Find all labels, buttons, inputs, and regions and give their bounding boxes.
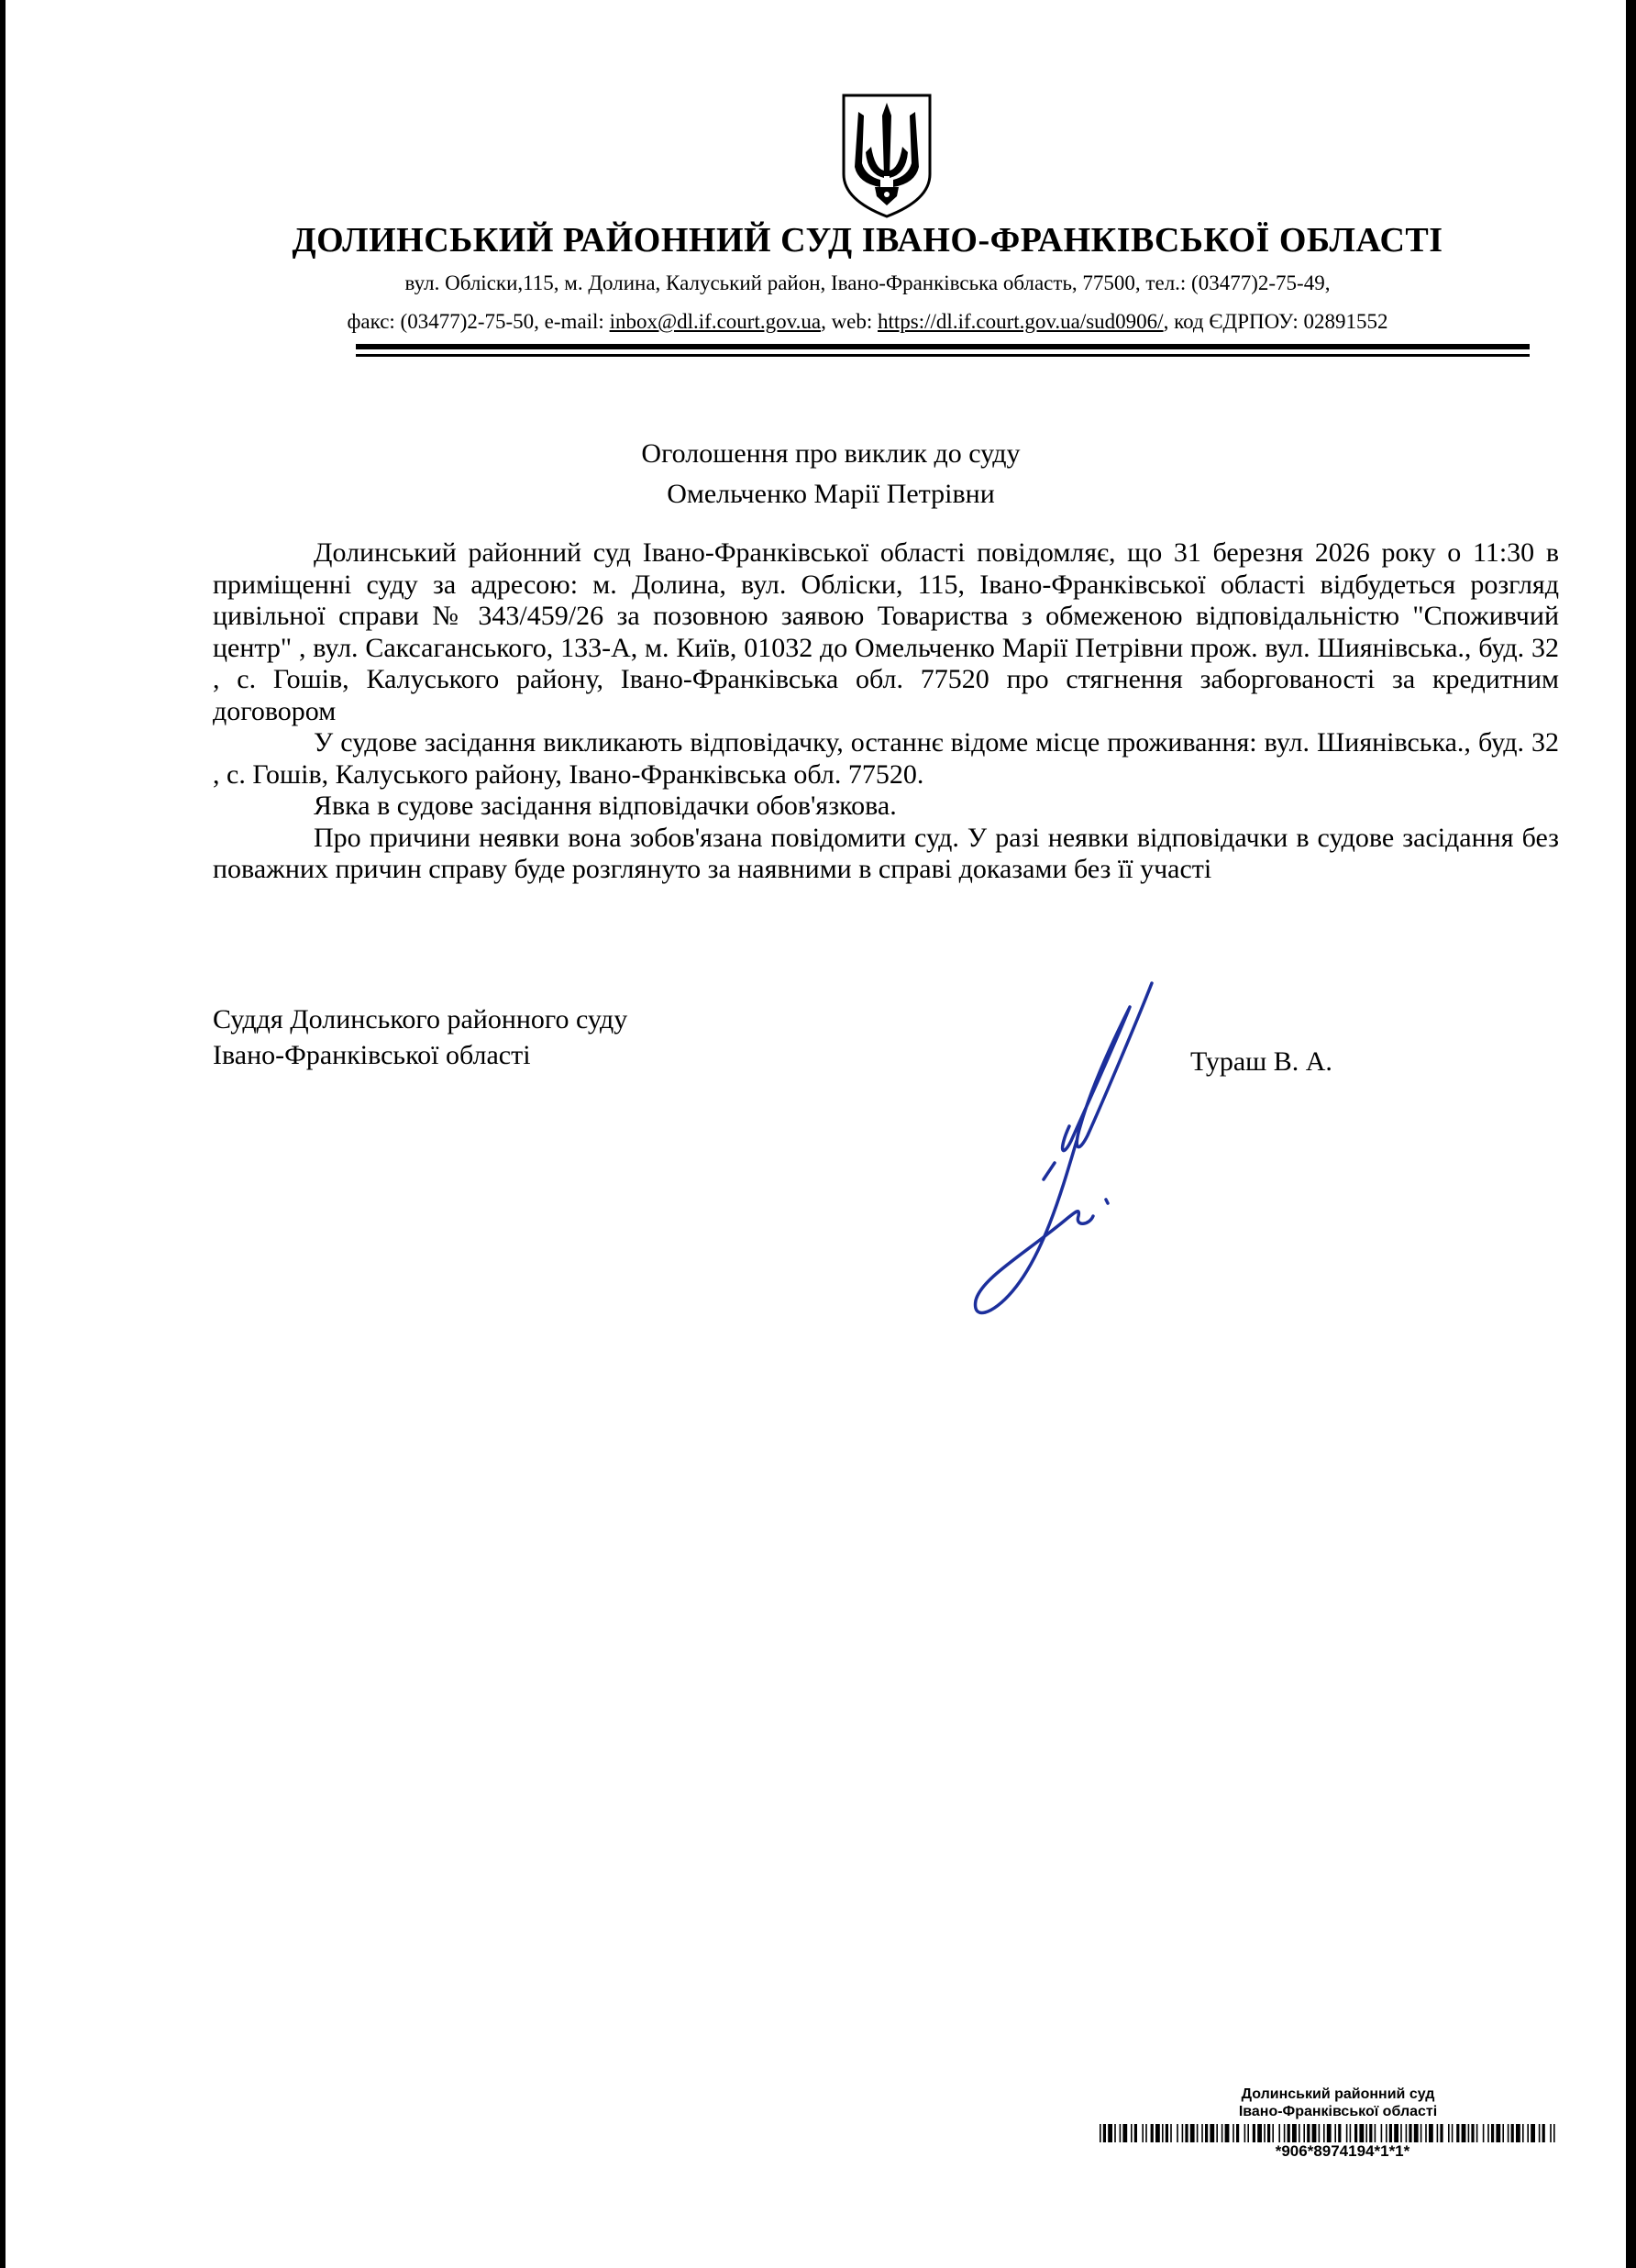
barcode-bar xyxy=(1487,2124,1489,2142)
barcode-bar xyxy=(1476,2124,1478,2142)
barcode-bar xyxy=(1134,2124,1137,2142)
paragraph-attendance: Явка в судове засідання відповідачки обов'язкова. xyxy=(314,791,897,821)
judge-position-line1: Суддя Долинського районного суду xyxy=(213,1004,628,1034)
barcode-bar xyxy=(1375,2124,1376,2142)
barcode-bar xyxy=(1496,2124,1500,2142)
barcode-bar xyxy=(1429,2124,1433,2142)
barcode-bar xyxy=(1483,2124,1485,2142)
barcode-bar xyxy=(1100,2124,1101,2142)
barcode-bar xyxy=(1527,2124,1529,2142)
barcode-bar xyxy=(1170,2124,1172,2142)
barcode-bar xyxy=(1491,2124,1494,2142)
barcode-bar xyxy=(1425,2124,1427,2142)
barcode-bar xyxy=(1389,2124,1392,2142)
barcode-bar xyxy=(1292,2124,1297,2142)
barcode-bar xyxy=(1216,2124,1218,2142)
barcode-bar xyxy=(1456,2124,1459,2142)
barcode-bar xyxy=(1185,2124,1188,2142)
barcode-bar xyxy=(1244,2124,1246,2142)
barcode-bar xyxy=(1550,2124,1552,2142)
barcode-bar xyxy=(1319,2124,1321,2142)
barcode-bar xyxy=(1471,2124,1474,2142)
barcode-bar xyxy=(1327,2124,1332,2142)
barcode-bar xyxy=(1162,2124,1164,2142)
barcode-bar xyxy=(1365,2124,1367,2142)
barcode-bar xyxy=(1312,2124,1317,2142)
barcode-bar xyxy=(1142,2124,1144,2142)
barcode-icon xyxy=(1100,2124,1558,2142)
barcode-bar xyxy=(1462,2124,1466,2142)
barcode-bar xyxy=(1511,2124,1514,2142)
barcode-bar xyxy=(1437,2124,1439,2142)
paragraph-summons: У судове засідання викликають відповідачку, останнє відоме місце проживання: вул. Шиянівська., буд. 32 , с. Гошів, Калуського району, Івано-Франківська обл. 77520. xyxy=(213,727,1559,790)
barcode-bar xyxy=(1221,2124,1223,2142)
judge-position xyxy=(213,1001,627,1073)
barcode-bar xyxy=(1278,2124,1280,2142)
barcode-bar xyxy=(1236,2124,1239,2142)
barcode-bar xyxy=(1359,2124,1364,2142)
barcode-bar xyxy=(1539,2124,1541,2142)
barcode-bar xyxy=(1323,2124,1325,2142)
barcode-bar xyxy=(1303,2124,1305,2142)
notice-title: Оголошення про виклик до суду xyxy=(641,438,1021,469)
document-page xyxy=(6,0,1629,2268)
barcode-bar xyxy=(1531,2124,1535,2142)
trident-icon xyxy=(838,92,935,220)
court-name: ДОЛИНСЬКИЙ РАЙОННИЙ СУД ІВАНО-ФРАНКІВСЬКОЇ ОБЛАСТІ xyxy=(292,221,1443,260)
barcode-bar xyxy=(1284,2124,1286,2142)
barcode-bar xyxy=(1386,2124,1387,2142)
barcode-bar xyxy=(1103,2124,1106,2142)
barcode-bar xyxy=(1448,2124,1450,2142)
registry-stamp xyxy=(1086,2085,1572,2161)
barcode-bar xyxy=(1122,2124,1127,2142)
barcode-bar xyxy=(1177,2124,1178,2142)
notice-addressee: Омельченко Марії Петрівни xyxy=(667,479,995,509)
barcode-bar xyxy=(1155,2124,1160,2142)
edrpou-code: , код ЄДРПОУ: 02891552 xyxy=(1163,310,1388,333)
barcode-bar xyxy=(1299,2124,1300,2142)
barcode-bar xyxy=(1409,2124,1411,2142)
barcode-bar xyxy=(1406,2124,1408,2142)
barcode-bar xyxy=(1522,2124,1524,2142)
barcode-bar xyxy=(1502,2124,1504,2142)
barcode-bar xyxy=(1131,2124,1133,2142)
barcode-bar xyxy=(1334,2124,1336,2142)
barcode-bar xyxy=(1440,2124,1443,2142)
court-address: вул. Обліски,115, м. Долина, Калуський район, Івано-Франківська область, 77500, тел.: (03477)2-75-49, xyxy=(404,271,1331,294)
barcode-bar xyxy=(1267,2124,1270,2142)
scan-edge xyxy=(1626,0,1629,2268)
barcode-bar xyxy=(1264,2124,1266,2142)
barcode-bar xyxy=(1354,2124,1357,2142)
barcode-bar xyxy=(1253,2124,1255,2142)
barcode-bar xyxy=(1114,2124,1116,2142)
barcode-bar xyxy=(1420,2124,1422,2142)
notice-body xyxy=(213,537,1559,886)
barcode-bar xyxy=(1272,2124,1274,2142)
barcode-bar xyxy=(1346,2124,1348,2142)
barcode-bar xyxy=(1553,2124,1555,2142)
barcode-bar xyxy=(1516,2124,1520,2142)
stamp-region: Івано-Франківської області xyxy=(1238,2104,1438,2119)
web-link[interactable]: https://dl.if.court.gov.ua/sud0906/ xyxy=(878,310,1164,333)
barcode-bar xyxy=(1307,2124,1310,2142)
paragraph-hearing: Долинський районний суд Івано-Франківської області повідомляє, що 31 березня 2026 року о 11:30 в приміщенні суду за адресою: м. Долина, вул. Обліски, 115, Івано-Франківської області відбудеться розгляд цивільної справи № 343/459/26 за позовною заявою Товариства з обмеженою відповідальністю "Споживчий центр" , вул. Саксаганського, 133-А, м. Київ, 01032 до Омельченко Марії Петрівни прож. вул. Шиянівська., буд. 32 , с. Гошів, Калуського району, Івано-Франківська обл. 77520 про стягнення заборгованості за кредитним договором xyxy=(213,537,1559,726)
web-label: , web: xyxy=(821,310,879,333)
barcode-number: *906*8974194*1*1* xyxy=(1275,2142,1410,2160)
barcode-bar xyxy=(1468,2124,1470,2142)
barcode-bar xyxy=(1205,2124,1208,2142)
barcode-bar xyxy=(1288,2124,1290,2142)
barcode-bar xyxy=(1197,2124,1199,2142)
barcode-bar xyxy=(1400,2124,1402,2142)
barcode-bar xyxy=(1233,2124,1234,2142)
email-link[interactable]: inbox@dl.if.court.gov.ua xyxy=(609,310,822,333)
paragraph-absence: Про причини неявки вона зобов'язана повідомити суд. У разі неявки відповідачки в судове засідання без поважних причин справу буде розглянуто за наявними в справі доказами без її участі xyxy=(213,822,1559,884)
barcode-bar xyxy=(1257,2124,1262,2142)
judge-position-line2: Івано-Франківської області xyxy=(213,1040,531,1070)
barcode-bar xyxy=(1542,2124,1545,2142)
barcode-bar xyxy=(1508,2124,1509,2142)
barcode-bar xyxy=(1151,2124,1154,2142)
barcode-bar xyxy=(1414,2124,1419,2142)
header-divider-thick xyxy=(356,344,1530,349)
court-contacts xyxy=(6,310,1629,334)
stamp-court-name: Долинський районний суд xyxy=(1241,2086,1435,2102)
barcode-bar xyxy=(1120,2124,1122,2142)
fax-text: факс: (03477)2-75-50, e-mail: xyxy=(347,310,610,333)
barcode-bar xyxy=(1190,2124,1195,2142)
barcode-bar xyxy=(1108,2124,1112,2142)
barcode-bar xyxy=(1350,2124,1352,2142)
header-divider-thin xyxy=(356,354,1530,357)
handwritten-signature xyxy=(959,979,1179,1328)
barcode-bar xyxy=(1166,2124,1168,2142)
barcode-bar xyxy=(1201,2124,1203,2142)
barcode-bar xyxy=(1247,2124,1249,2142)
barcode-bar xyxy=(1452,2124,1454,2142)
barcode-bar xyxy=(1145,2124,1147,2142)
barcode-bar xyxy=(1381,2124,1383,2142)
barcode-bar xyxy=(1394,2124,1398,2142)
barcode-bar xyxy=(1182,2124,1184,2142)
judge-name: Тураш В. А. xyxy=(1190,1046,1332,1077)
barcode-bar xyxy=(1338,2124,1341,2142)
barcode-bar xyxy=(1210,2124,1214,2142)
barcode-bar xyxy=(1369,2124,1372,2142)
barcode-bar xyxy=(1225,2124,1230,2142)
